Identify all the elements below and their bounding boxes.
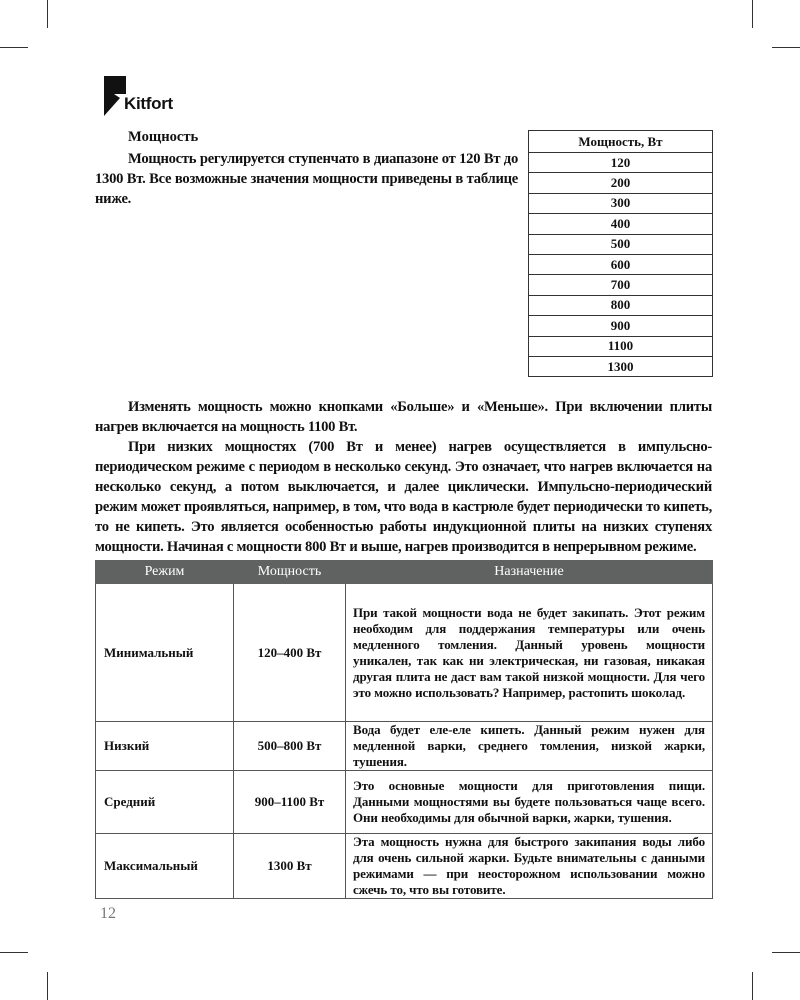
power-cell: 900–1100 Вт (234, 771, 346, 834)
intro-paragraph: Мощность регулируется ступенчато в диапазоне от 120 Вт до 1300 Вт. Все возможные значения мощности приведены в таблице ниже. (95, 151, 518, 207)
mode-cell: Минимальный (96, 584, 234, 722)
page-number: 12 (100, 905, 116, 922)
power-values-table (528, 130, 713, 377)
table-row (529, 356, 713, 376)
mode-cell: Низкий (96, 722, 234, 771)
header-purpose: Назначение (346, 561, 713, 584)
power-value: 400 (529, 214, 713, 234)
mode-cell: Максимальный (96, 834, 234, 899)
header-power: Мощность (234, 561, 346, 584)
paragraph-buttons: Изменять мощность можно кнопками «Больше» и «Меньше». При включении плиты нагрев включается на мощность 1100 Вт. (95, 399, 712, 435)
power-cell: 500–800 Вт (234, 722, 346, 771)
power-value: 200 (529, 173, 713, 193)
paragraph-pulse-mode: При низких мощностях (700 Вт и менее) нагрев осуществляется в импульсно-периодическом режиме с периодом в несколько секунд. Это означает, что нагрев включается на несколько секунд, а потом выключается, и далее циклически. Импульсно-периодический режим может проявляться, например, в том, что вода в кастрюле будет периодически то кипеть, то не кипеть. Это является особенностью работы индукционной плиты на низких ступенях мощности. Начиная с мощности 800 Вт и выше, нагрев производится в непрерывном режиме. (95, 439, 712, 555)
table-row (529, 275, 713, 295)
crop-mark (0, 47, 28, 48)
kitfort-logo-icon (104, 76, 126, 116)
crop-mark (0, 952, 28, 953)
table-row (529, 254, 713, 274)
power-cell: 1300 Вт (234, 834, 346, 899)
purpose-cell: Вода будет еле-еле кипеть. Данный режим нужен для медленной варки, среднего томления, низкой жарки, тушения. (346, 722, 713, 771)
purpose-cell: Эта мощность нужна для быстрого закипания воды либо для очень сильной жарки. Будьте внимательны с данными режимами — при неосторожном использовании можно сжечь то, что вы готовите. (346, 834, 713, 899)
table-row (529, 316, 713, 336)
table-row (96, 722, 713, 771)
power-value: 700 (529, 275, 713, 295)
modes-table (95, 560, 713, 899)
brand-name: Kitfort (124, 94, 173, 113)
power-value: 1100 (529, 336, 713, 356)
crop-mark (752, 0, 753, 28)
power-value: 500 (529, 234, 713, 254)
power-table-header: Мощность, Вт (529, 131, 713, 153)
table-row (529, 173, 713, 193)
crop-mark (752, 972, 753, 1000)
table-row (96, 584, 713, 722)
header-mode: Режим (96, 561, 234, 584)
table-row (529, 214, 713, 234)
crop-mark (47, 972, 48, 1000)
power-value: 800 (529, 295, 713, 315)
table-row (529, 234, 713, 254)
table-row (529, 153, 713, 173)
power-value: 600 (529, 254, 713, 274)
power-cell: 120–400 Вт (234, 584, 346, 722)
power-value: 900 (529, 316, 713, 336)
crop-mark (772, 47, 800, 48)
purpose-cell: Это основные мощности для приготовления пищи. Данными мощностями вы будете пользоваться чаще всего. Они необходимы для обычной варки, жарки, тушения. (346, 771, 713, 834)
power-value: 300 (529, 193, 713, 213)
table-row (96, 834, 713, 899)
table-row (96, 771, 713, 834)
section-title: Мощность (128, 129, 199, 145)
table-row (529, 295, 713, 315)
crop-mark (772, 952, 800, 953)
table-row (529, 193, 713, 213)
purpose-cell: При такой мощности вода не будет закипать. Этот режим необходим для поддержания температуры или очень медленного томления. Данный уровень мощности уникален, так как ни электрическая, ни газовая, никакая другая плита не даст вам такой низкой мощности. Для чего это можно использовать? Например, растопить шоколад. (346, 584, 713, 722)
power-value: 1300 (529, 356, 713, 376)
power-value: 120 (529, 153, 713, 173)
crop-mark (47, 0, 48, 28)
mode-cell: Средний (96, 771, 234, 834)
table-row (529, 336, 713, 356)
